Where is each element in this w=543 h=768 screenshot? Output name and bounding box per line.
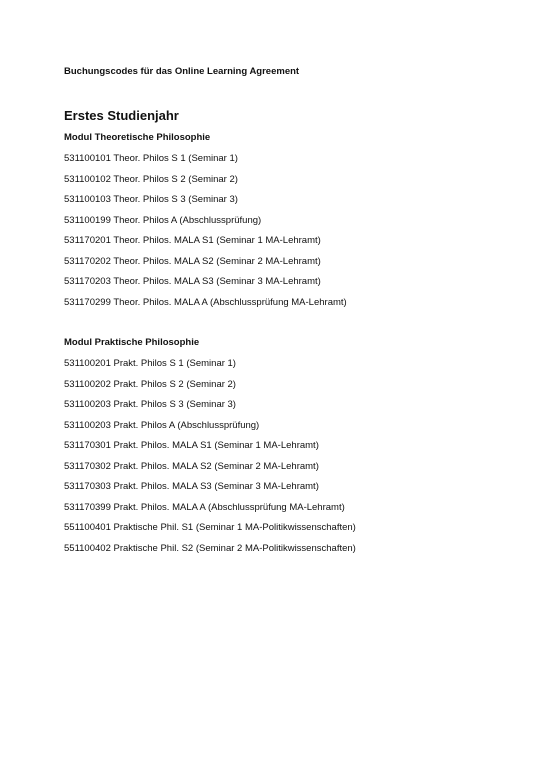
module-title: Modul Praktische Philosophie [64, 337, 200, 348]
document-title: Buchungscodes für das Online Learning Agreement [64, 66, 300, 77]
section-heading: Erstes Studienjahr [64, 108, 179, 123]
course-code-item: 531100203 Prakt. Philos A (Abschlussprüfung) [64, 419, 260, 431]
course-code-list [64, 357, 356, 562]
course-code-item: 531170202 Theor. Philos. MALA S2 (Seminar 2 MA-Lehramt) [64, 255, 321, 267]
course-code-item: 531170301 Prakt. Philos. MALA S1 (Seminar 1 MA-Lehramt) [64, 440, 319, 451]
course-code-item: 531100102 Theor. Philos S 2 (Seminar 2) [64, 173, 238, 185]
course-code-item: 531100103 Theor. Philos S 3 (Seminar 3) [64, 194, 238, 205]
module-title: Modul Theoretische Philosophie [64, 132, 211, 143]
course-code-item: 531170299 Theor. Philos. MALA A (Abschlussprüfung MA-Lehramt) [64, 296, 347, 308]
course-code-item: 531170203 Theor. Philos. MALA S3 (Seminar 3 MA-Lehramt) [64, 276, 321, 287]
module-praktische-philosophie [64, 336, 356, 562]
course-code-item: 531170399 Prakt. Philos. MALA A (Abschlussprüfung MA-Lehramt) [64, 501, 345, 513]
course-code-item: 531100203 Prakt. Philos S 3 (Seminar 3) [64, 399, 236, 410]
course-code-item: 551100401 Praktische Phil. S1 (Seminar 1 MA-Politikwissenschaften) [64, 522, 356, 533]
course-code-item: 531100202 Prakt. Philos S 2 (Seminar 2) [64, 378, 236, 390]
course-code-item: 531170303 Prakt. Philos. MALA S3 (Seminar 3 MA-Lehramt) [64, 481, 319, 492]
course-code-item: 531100101 Theor. Philos S 1 (Seminar 1) [64, 153, 238, 164]
course-code-item: 531170302 Prakt. Philos. MALA S2 (Seminar 2 MA-Lehramt) [64, 460, 319, 472]
module-theoretische-philosophie [64, 131, 347, 316]
course-code-item: 531170201 Theor. Philos. MALA S1 (Seminar 1 MA-Lehramt) [64, 235, 321, 246]
course-code-item: 531100201 Prakt. Philos S 1 (Seminar 1) [64, 358, 236, 369]
course-code-list [64, 152, 347, 316]
course-code-item: 551100402 Praktische Phil. S2 (Seminar 2 MA-Politikwissenschaften) [64, 542, 356, 554]
course-code-item: 531100199 Theor. Philos A (Abschlussprüfung) [64, 214, 262, 226]
